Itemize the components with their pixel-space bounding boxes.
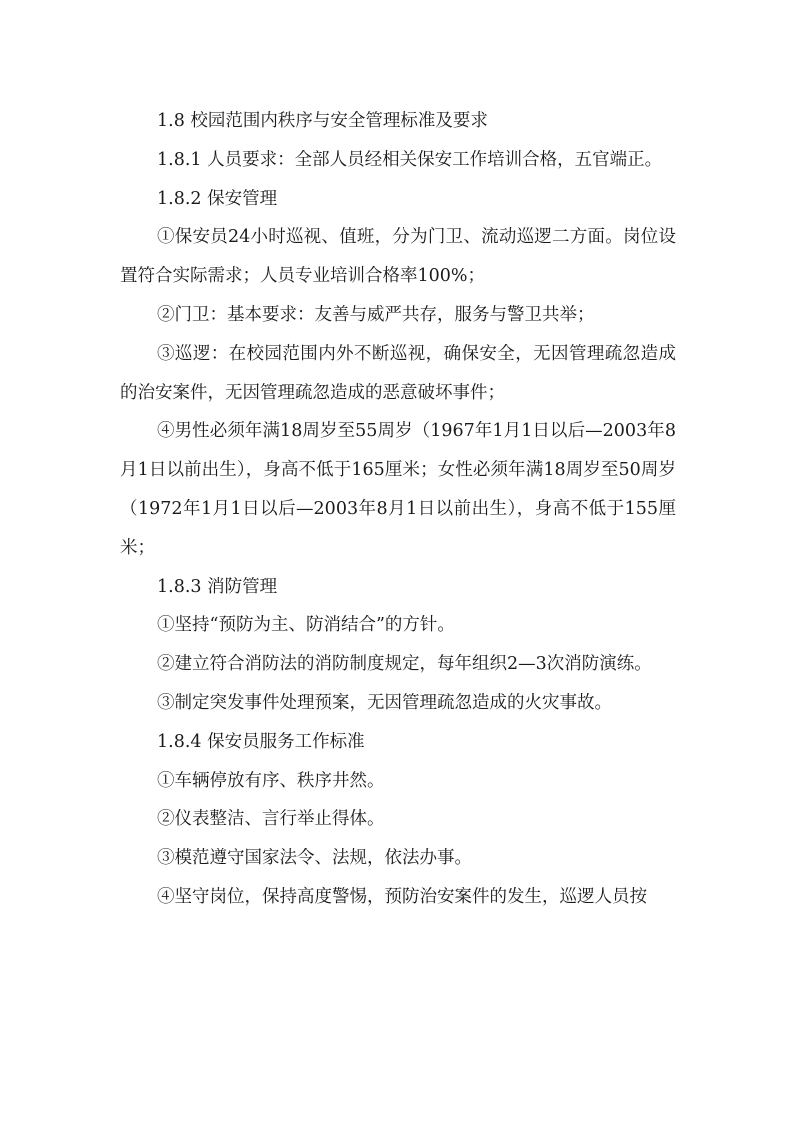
paragraph: ②仪表整洁、言行举止得体。: [157, 809, 385, 830]
paragraph: ①保安员24小时巡视、值班，分为门卫、流动巡逻二方面。岗位设置符合实际需求；人员专业培训合格率100%；: [120, 227, 676, 287]
paragraph: ①坚持“预防为主、防消结合”的方针。: [157, 615, 455, 636]
document-page: [120, 102, 676, 917]
paragraph: ④男性必须年满18周岁至55周岁（1967年1月1日以后—2003年8月1日以前出生），身高不低于165厘米；女性必须年满18周岁至50周岁（1972年1月1日以后—2003年8月1日以前出生），身高不低于155厘米；: [120, 421, 676, 558]
paragraph: ③巡逻：在校园范围内外不断巡视，确保安全，无因管理疏忽造成的治安案件，无因管理疏忽造成的恶意破坏事件；: [120, 343, 676, 403]
paragraph: ①车辆停放有序、秩序井然。: [157, 770, 385, 791]
subsection-3-heading: 1.8.3 消防管理: [157, 576, 278, 597]
paragraph: ③制定突发事件处理预案，无因管理疏忽造成的火灾事故。: [157, 692, 612, 713]
subsection-2-heading: 1.8.2 保安管理: [157, 188, 278, 209]
paragraph: ③模范遵守国家法令、法规，依法办事。: [157, 848, 472, 869]
subsection-4-heading: 1.8.4 保安员服务工作标准: [157, 731, 365, 752]
section-title: 1.8 校园范围内秩序与安全管理标准及要求: [157, 111, 488, 131]
paragraph: ②建立符合消防法的消防制度规定，每年组织2—3次消防演练。: [157, 654, 652, 675]
paragraph: ②门卫：基本要求：友善与威严共存，服务与警卫共举；: [157, 304, 595, 325]
paragraph: ④坚守岗位，保持高度警惕，预防治安案件的发生，巡逻人员按: [157, 886, 647, 907]
subsection-1-heading: 1.8.1 人员要求：全部人员经相关保安工作培训合格，五官端正。: [157, 149, 663, 170]
